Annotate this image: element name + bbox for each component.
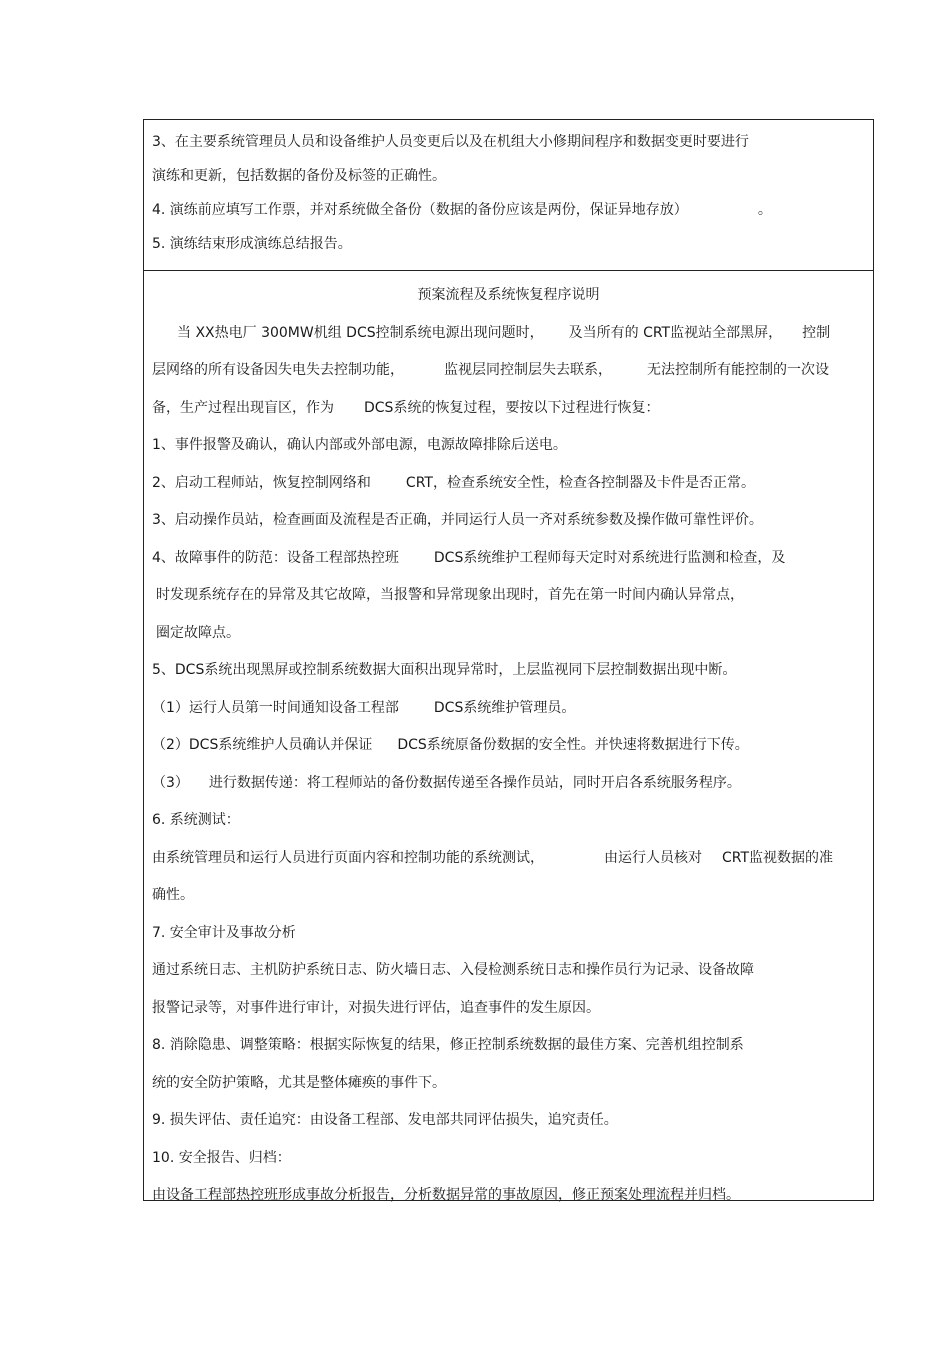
text-line: 8. 消除隐患、调整策略：根据实际恢复的结果，修正控制系统数据的最佳方案、完善机组控制系 xyxy=(152,1037,744,1053)
text-line xyxy=(152,765,865,803)
text-span: DCS系统的恢复过程，要按以下过程进行恢复： xyxy=(364,399,660,416)
text-span: 当 XX热电厂 300MW机组 DCS控制系统电源出现问题时， xyxy=(177,324,544,341)
text-span: 监视层同控制层失去联系， xyxy=(444,362,612,378)
text-line: 通过系统日志、主机防护系统日志、防火墙日志、入侵检测系统日志和操作员行为记录、设备故障 xyxy=(152,962,754,978)
text-span: CRT，检查系统安全性，检查各控制器及卡件是否正常。 xyxy=(405,474,755,491)
drill-requirements-cell xyxy=(144,120,873,270)
section-title: 预案流程及系统恢复程序说明 xyxy=(417,287,600,303)
text-line xyxy=(152,727,865,765)
text-span: 4. 演练前应填写工作票，并对系统做全备份（数据的备份应该是两份，保证异地存放） xyxy=(152,202,688,218)
text-line xyxy=(152,315,865,353)
text-span: （3） xyxy=(152,774,189,791)
text-span: 备，生产过程出现盲区，作为 xyxy=(152,399,334,416)
text-line: 3、启动操作员站，检查画面及流程是否正确，并同运行人员一齐对系统参数及操作做可靠性评价。 xyxy=(152,512,763,528)
text-span: 控制 xyxy=(802,324,831,341)
text-line: 由设备工程部热控班形成事故分析报告，分析数据异常的事故原因，修正预案处理流程并归档。 xyxy=(152,1187,740,1203)
text-span: （1）运行人员第一时间通知设备工程部 xyxy=(152,699,399,716)
text-span: 2、启动工程师站，恢复控制网络和 xyxy=(152,474,371,491)
text-line: 5. 演练结束形成演练总结报告。 xyxy=(152,236,352,252)
text-span: 及当所有的 CRT监视站全部黑屏， xyxy=(568,324,783,341)
text-line xyxy=(152,690,865,728)
text-span: 由系统管理员和运行人员进行页面内容和控制功能的系统测试， xyxy=(152,849,544,866)
text-line: 5、DCS系统出现黑屏或控制系统数据大面积出现异常时，上层监视同下层控制数据出现中断。 xyxy=(152,662,737,678)
text-line: 3、在主要系统管理员人员和设备维护人员变更后以及在机组大小修期间程序和数据变更时要进行 xyxy=(152,134,749,150)
document-table xyxy=(143,119,874,1201)
text-span: DCS系统原备份数据的安全性。并快速将数据进行下传。 xyxy=(397,737,749,753)
text-line: 确性。 xyxy=(152,887,194,903)
recovery-procedure-cell xyxy=(144,270,873,1203)
text-span: DCS系统维护工程师每天定时对系统进行监测和检查，及 xyxy=(433,549,786,566)
text-line xyxy=(152,390,865,428)
text-span: 进行数据传递：将工程师站的备份数据传递至各操作员站，同时开启各系统服务程序。 xyxy=(208,774,741,791)
text-line xyxy=(152,465,865,503)
text-line: 6. 系统测试： xyxy=(152,812,240,828)
text-line: 演练和更新，包括数据的备份及标签的正确性。 xyxy=(152,168,446,184)
text-line: 时发现系统存在的异常及其它故障，当报警和异常现象出现时，首先在第一时间内确认异常点， xyxy=(156,587,744,603)
text-line: 圈定故障点。 xyxy=(156,624,240,641)
text-line: 10. 安全报告、归档： xyxy=(152,1149,291,1166)
text-span: （2）DCS系统维护人员确认并保证 xyxy=(152,737,373,753)
text-line: 9. 损失评估、责任追究：由设备工程部、发电部共同评估损失，追究责任。 xyxy=(152,1112,618,1128)
text-span: 无法控制所有能控制的一次设 xyxy=(647,362,829,378)
text-span: 由运行人员核对 xyxy=(604,849,702,866)
text-line xyxy=(152,193,865,227)
text-span: 4、故障事件的防范：设备工程部热控班 xyxy=(152,549,399,566)
text-span: 层网络的所有设备因失电失去控制功能， xyxy=(152,362,404,378)
text-line xyxy=(152,352,865,390)
text-line: 统的安全防护策略，尤其是整体瘫痪的事件下。 xyxy=(152,1074,446,1091)
text-line: 1、事件报警及确认，确认内部或外部电源，电源故障排除后送电。 xyxy=(152,437,567,453)
text-span: DCS系统维护管理员。 xyxy=(433,699,576,716)
text-line: 报警记录等，对事件进行审计，对损失进行评估，追查事件的发生原因。 xyxy=(152,999,600,1016)
text-line xyxy=(152,540,865,578)
text-span: 。 xyxy=(757,202,772,218)
text-line: 7. 安全审计及事故分析 xyxy=(152,924,296,941)
text-line xyxy=(152,840,865,878)
text-span: CRT监视数据的准 xyxy=(722,849,834,866)
